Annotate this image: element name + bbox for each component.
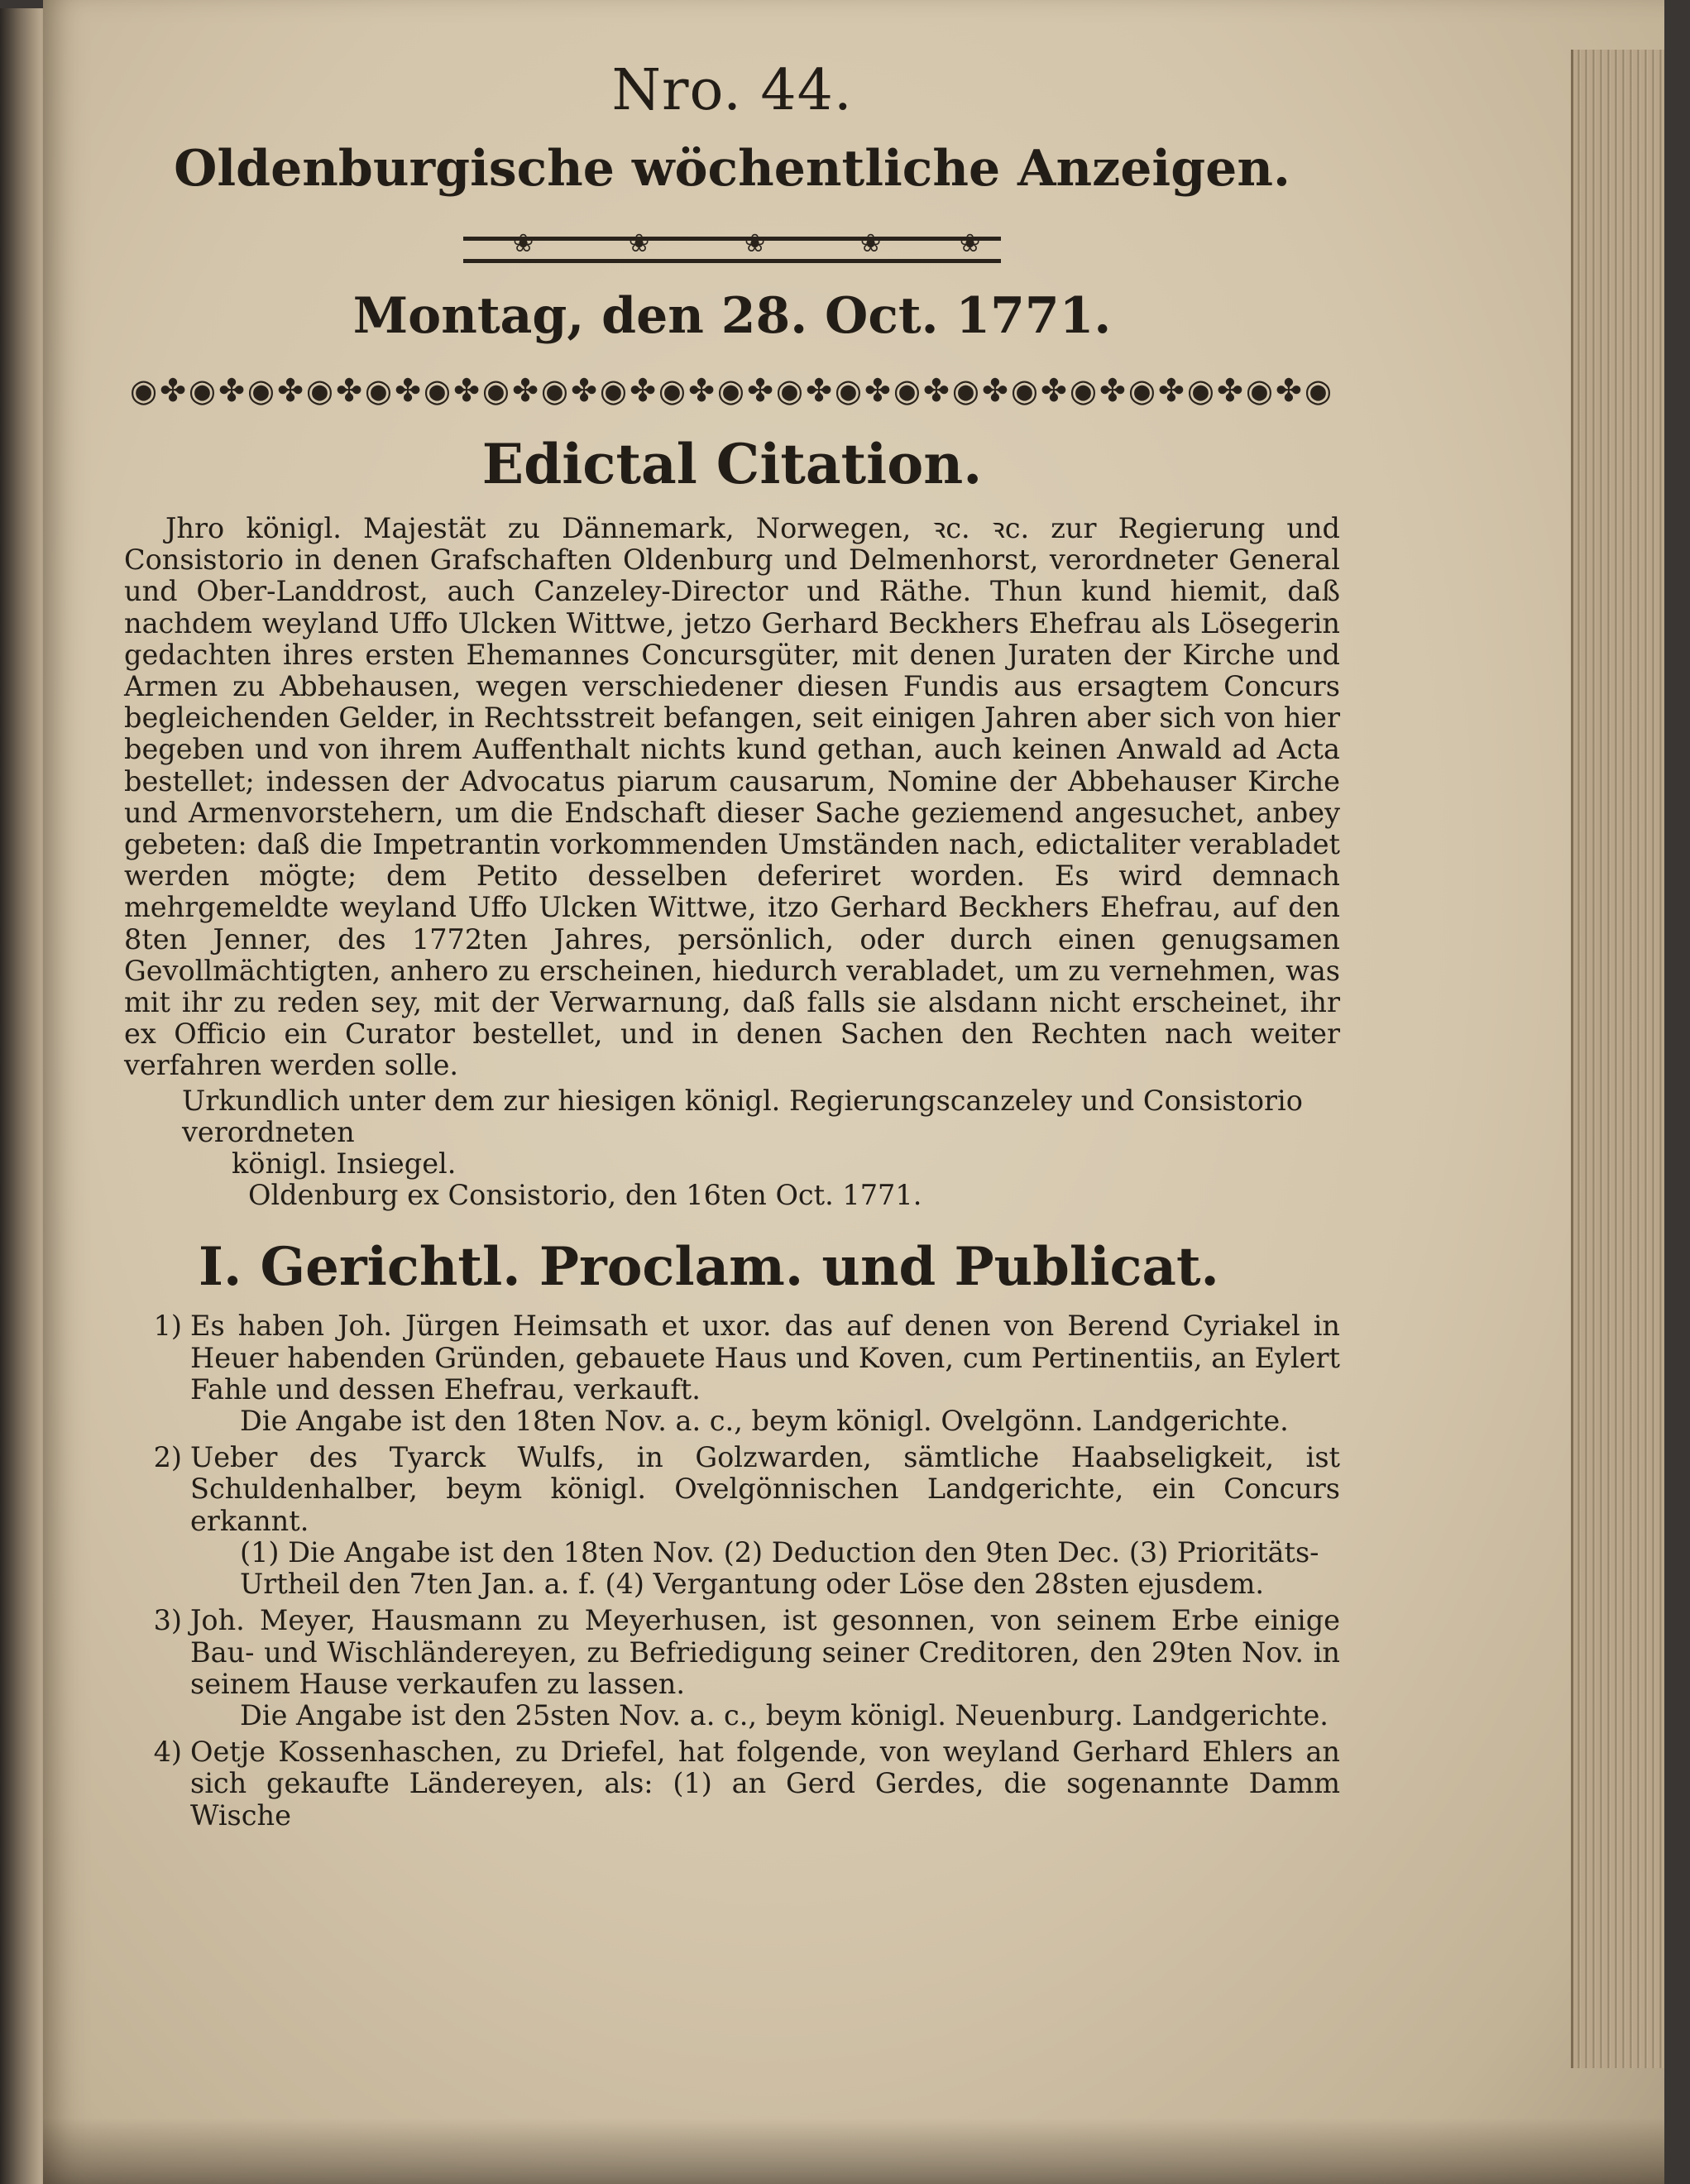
edictal-body: Jhro königl. Majestät zu Dännemark, Norwegen, ꝛc. ꝛc. zur Regierung und Consistorio in denen Grafschaften Oldenburg und Delmenhorst, verordneter General und Ober-Landdrost, auch Canzeley-Director und Räthe. Thun kund hiemit, daß nachdem weyland Uffo Ulcken Wittwe, jetzo Gerhard Beckhers Ehefrau als Lösegerin gedachten ihres ersten Ehemannes Concursgüter, mit denen Juraten der Kirche und Armen zu Abbehausen, wegen verschiedener diesen Fundis aus ersagtem Concurs begleichenden Gelder, in Rechtsstreit befangen, seit einigen Jahren aber sich von hier begeben und von ihrem Auffenthalt nichts kund gethan, auch keinen Anwald ad Acta bestellet; indessen der Advocatus piarum causarum, Nomine der Abbehauser Kirche und Armenvorstehern, um die Endschaft dieser Sache geziemend angesuchet, anbey gebeten: daß die Impetrantin vorkommenden Umständen nach, edictaliter verabladet werden mögte; dem Petito desselben deferiret worden. Es wird demnach mehrgemeldte weyland Uffo Ulcken Wittwe, itzo Gerhard Beckhers Ehefrau, auf den 8ten Jenner, des 1772ten Jahres, persönlich, oder durch einen genugsamen Gevollmächtigten, anhero zu erscheinen, hiedurch verabladet, um zu vernehmen, was mit ihr zu reden sey, mit der Verwarnung, daß falls sie alsdann nicht erscheinet, ihr ex Officio ein Curator bestellet, und in denen Sachen den Rechten nach weiter verfahren werden solle.	[124, 512, 1340, 1082]
shell-ornament-icon: ❀	[513, 229, 534, 258]
item-number: 3)	[153, 1604, 182, 1637]
page-content	[124, 58, 1340, 1832]
item-text: Oetje Kossenhaschen, zu Driefel, hat folgende, von weyland Gerhard Ehlers an sich gekaufte Ländereyen, als: (1) an Gerd Gerdes, die sogenannte Damm Wische	[190, 1736, 1340, 1832]
edictal-heading: Edictal Citation.	[481, 432, 983, 496]
list-item	[124, 1442, 1340, 1600]
list-item	[124, 1605, 1340, 1731]
ornamental-border: ◉✤◉✤◉✤◉✤◉✤◉✤◉✤◉✤◉✤◉✤◉✤◉✤◉✤◉✤◉✤◉✤◉✤◉✤◉✤◉✤◉	[129, 372, 1335, 409]
item-text: Joh. Meyer, Hausmann zu Meyerhusen, ist gesonnen, von seinem Erbe einige Bau- und Wischländereyen, zu Befriedigung seiner Creditoren, den 29ten Nov. in seinem Hause verkaufen zu lassen.	[190, 1604, 1340, 1700]
shell-ornament-icon: ❀	[629, 229, 650, 258]
edictal-closing	[124, 1085, 1340, 1212]
closing-line-3: Oldenburg ex Consistorio, den 16ten Oct. 1771.	[248, 1179, 922, 1212]
item-number: 2)	[153, 1441, 182, 1474]
issue-number: Nro. 44.	[611, 58, 853, 123]
list-item	[124, 1736, 1340, 1832]
item-number: 1)	[153, 1310, 182, 1343]
bottom-shadow	[43, 2118, 1664, 2184]
shell-ornament-icon: ❀	[960, 229, 981, 258]
newspaper-title: Oldenburgische wöchentliche Anzeigen.	[174, 140, 1290, 198]
closing-line-1: Urkundlich unter dem zur hiesigen königl. Regierungscanzeley und Consistorio verordneten	[182, 1084, 1303, 1148]
issue-date: Montag, den 28. Oct. 1771.	[352, 287, 1112, 345]
closing-line-2: königl. Insiegel.	[232, 1147, 457, 1181]
list-item	[124, 1310, 1340, 1437]
item-number: 4)	[153, 1736, 182, 1769]
item-text: Ueber des Tyarck Wulfs, in Golzwarden, sämtliche Haabseligkeit, ist Schuldenhalber, beym königl. Ovelgönnischen Landgerichte, ein Concurs erkannt.	[190, 1441, 1340, 1537]
item-text: Es haben Joh. Jürgen Heimsath et uxor. das auf denen von Berend Cyriakel in Heuer habenden Gründen, gebauete Haus und Koven, cum Pertinentiis, an Eylert Fahle und dessen Ehefrau, verkauft.	[190, 1310, 1340, 1406]
page-stack-edges	[1571, 50, 1664, 2068]
shell-ornament-icon: ❀	[744, 229, 766, 258]
ornamental-rule	[463, 229, 1001, 263]
item-note: (1) Die Angabe ist den 18ten Nov. (2) Deduction den 9ten Dec. (3) Prioritäts-Urtheil den 7ten Jan. a. f. (4) Vergantung oder Löse den 28sten ejusdem.	[240, 1535, 1319, 1601]
item-note: Die Angabe ist den 25sten Nov. a. c., beym königl. Neuenburg. Landgerichte.	[240, 1698, 1329, 1731]
shell-ornament-icon: ❀	[860, 229, 882, 258]
section-heading: I. Gerichtl. Proclam. und Publicat.	[199, 1236, 1219, 1299]
item-note: Die Angabe ist den 18ten Nov. a. c., beym königl. Ovelgönn. Landgerichte.	[240, 1405, 1289, 1438]
